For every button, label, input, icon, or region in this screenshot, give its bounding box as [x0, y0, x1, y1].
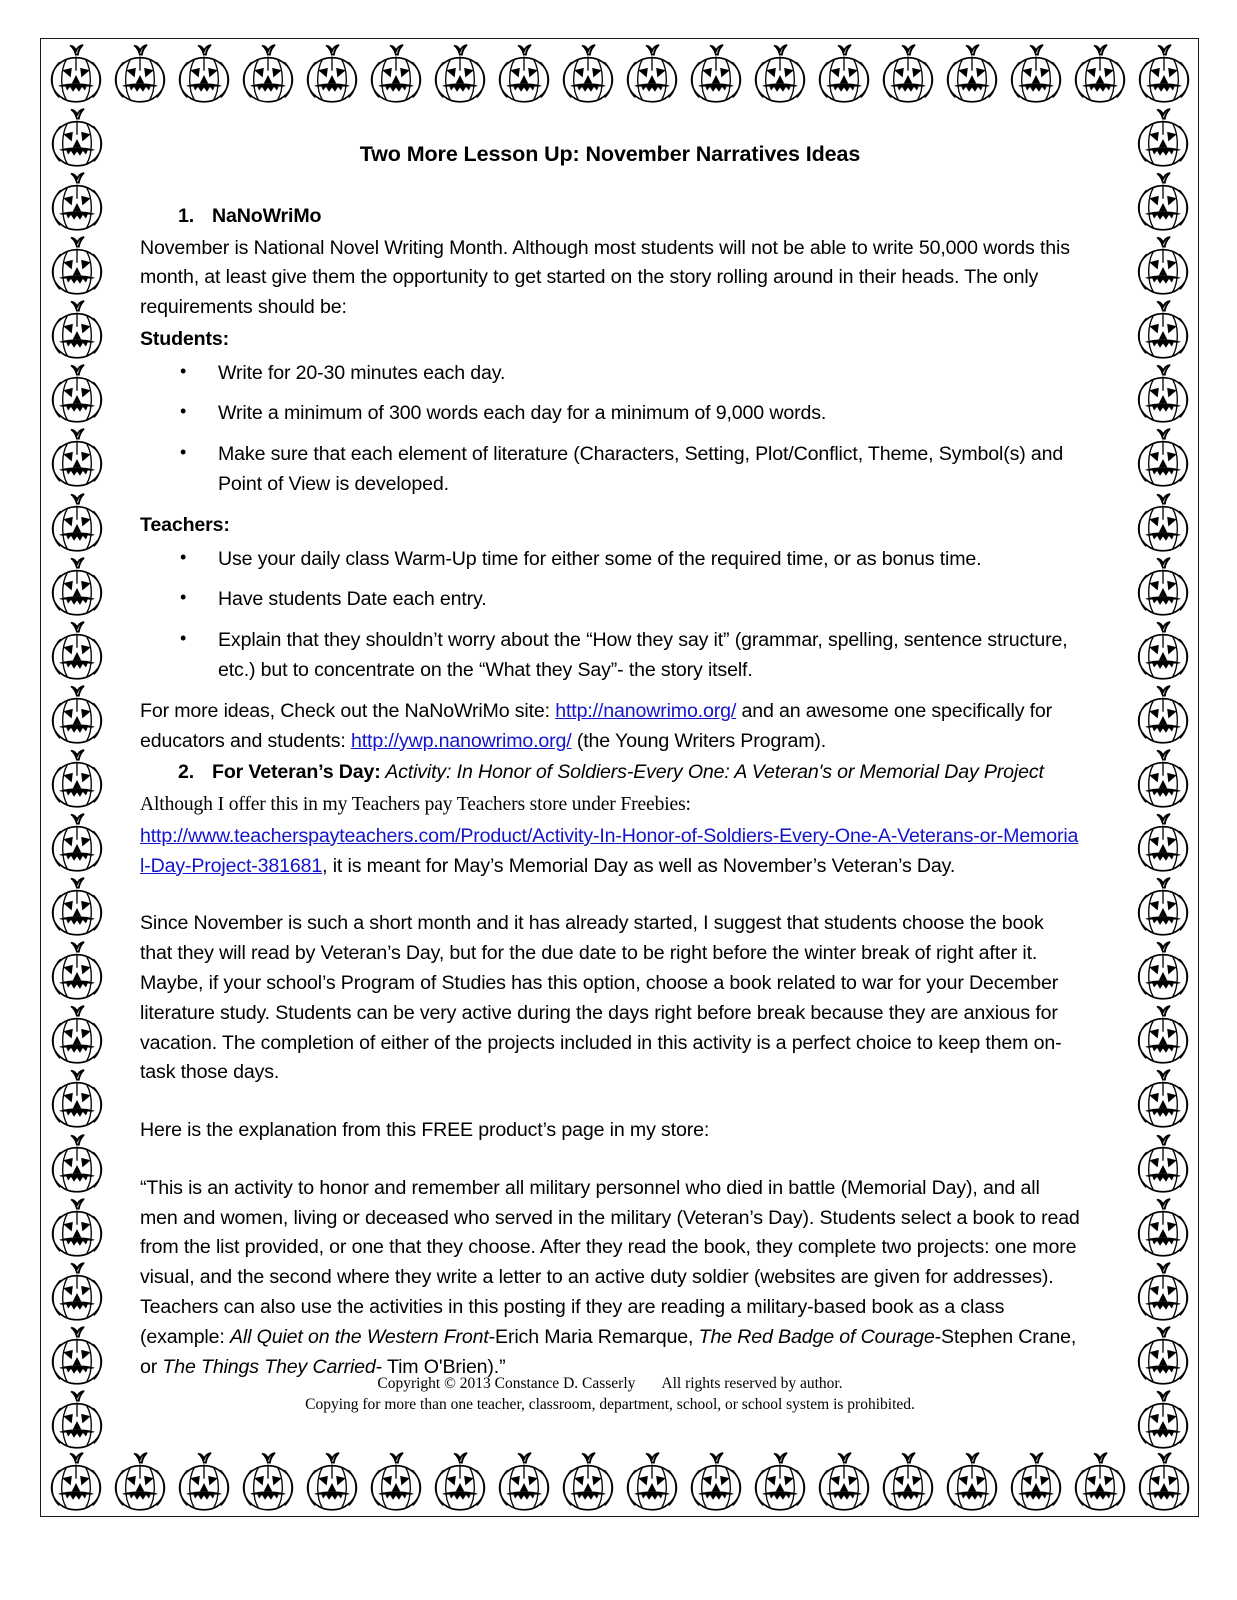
store-link-paragraph: [140, 822, 1080, 882]
list-item-label: Explain that they shouldn’t worry about the “How they say it” (grammar, spelling, sentence structure, etc.) but to concentrate on the “What they Say”- the story itself.: [218, 629, 1068, 681]
jack-o-lantern-icon: [302, 1452, 362, 1514]
pumpkin-border-right: [1132, 108, 1194, 1452]
jack-o-lantern-icon: [494, 44, 554, 106]
jack-o-lantern-icon: [1133, 685, 1193, 747]
jack-o-lantern-icon: [110, 44, 170, 106]
copyright-notice: Copyright © 2013 Constance D. Casserly: [377, 1375, 636, 1392]
jack-o-lantern-icon: [814, 44, 874, 106]
jack-o-lantern-icon: [750, 1452, 810, 1514]
jack-o-lantern-icon: [622, 1452, 682, 1514]
jack-o-lantern-icon: [1133, 493, 1193, 555]
jack-o-lantern-icon: [366, 1452, 426, 1514]
list-item: [140, 585, 1080, 615]
bullet-dot-icon: •: [180, 587, 187, 608]
jack-o-lantern-icon: [558, 1452, 618, 1514]
jack-o-lantern-icon: [46, 44, 106, 106]
book-title-things-they-carried: The Things They Carried: [162, 1355, 376, 1378]
jack-o-lantern-icon: [1134, 1452, 1194, 1514]
lesson-item-2: [140, 758, 1080, 788]
jack-o-lantern-icon: [1133, 1198, 1193, 1260]
jack-o-lantern-icon: [302, 44, 362, 106]
list-number-1: 1.: [178, 204, 195, 227]
nanowrimo-intro-paragraph: November is National Novel Writing Month. Although most students will not be able to write 50,000 words this month, at least give them the opportunity to get started on the story rolling around in their heads. The only requirements should be:: [140, 236, 1070, 319]
product-description-quote: [140, 1174, 1080, 1382]
lesson-item-1: [140, 202, 1080, 232]
jack-o-lantern-icon: [1133, 621, 1193, 683]
jack-o-lantern-icon: [47, 172, 107, 234]
page-frame-left-rule: [40, 38, 41, 1517]
jack-o-lantern-icon: [1006, 1452, 1066, 1514]
store-intro-line: Although I offer this in my Teachers pay Teachers store under Freebies:: [140, 794, 691, 816]
jack-o-lantern-icon: [1133, 1069, 1193, 1131]
jack-o-lantern-icon: [174, 44, 234, 106]
jack-o-lantern-icon: [47, 621, 107, 683]
jack-o-lantern-icon: [686, 1452, 746, 1514]
bullet-dot-icon: •: [180, 442, 187, 463]
bullet-dot-icon: •: [180, 360, 187, 381]
jack-o-lantern-icon: [47, 557, 107, 619]
list-item-label: Write for 20-30 minutes each day.: [218, 361, 506, 384]
jack-o-lantern-icon: [47, 1326, 107, 1388]
jack-o-lantern-icon: [47, 685, 107, 747]
jack-o-lantern-icon: [1133, 364, 1193, 426]
jack-o-lantern-icon: [942, 44, 1002, 106]
spacer: [140, 883, 1080, 909]
jack-o-lantern-icon: [1133, 1262, 1193, 1324]
jack-o-lantern-icon: [622, 44, 682, 106]
jack-o-lantern-icon: [238, 44, 298, 106]
copyright-line: [140, 1373, 1080, 1394]
pumpkin-border-bottom: [46, 1452, 1194, 1514]
jack-o-lantern-icon: [1133, 300, 1193, 362]
teachers-bullet-list: [140, 545, 1080, 686]
lesson-list: [140, 202, 1080, 232]
jack-o-lantern-icon: [1133, 428, 1193, 490]
jack-o-lantern-icon: [47, 749, 107, 811]
jack-o-lantern-icon: [47, 941, 107, 1003]
page-frame-bottom-rule: [40, 1516, 1199, 1517]
lesson-1-heading: NaNoWriMo: [212, 204, 322, 227]
spacer: [140, 1148, 1080, 1174]
since-november-paragraph: Since November is such a short month and it has already started, I suggest that students choose the book that they will read by Veteran’s Day, but for the due date to be right before the winter break of right after it. Maybe, if your school’s Program of Studies has this option, choose a book related to war for your December literature study. Students can be very active during the days right before break because they are anxious for vacation. The completion of either of the projects included in this activity is a perfect choice to keep them on-task those days.: [140, 912, 1062, 1084]
jack-o-lantern-icon: [1133, 1134, 1193, 1196]
more-ideas-middle: and an awesome one specifically for educators and students:: [140, 699, 1053, 752]
pumpkin-border-left: [46, 108, 108, 1452]
book-title-red-badge: The Red Badge of Courage: [698, 1325, 935, 1348]
jack-o-lantern-icon: [1133, 236, 1193, 298]
bullet-dot-icon: •: [180, 401, 187, 422]
page-frame-top-rule: [40, 38, 1199, 39]
list-item: [140, 626, 1080, 686]
list-item-label: Write a minimum of 300 words each day for a minimum of 9,000 words.: [218, 402, 827, 425]
quote-text-part-1: “This is an activity to honor and remember all military personnel who died in battle (Memorial Day), and all men and women, living or deceased who served in the military (Veteran’s Day). Students select a book to read from the list provided, or one that they choose. After they read the book, they complete two projects: one more visual, and the second where they write a letter to an active duty soldier (websites are given for addresses). Teachers can also use the activities in this posting if they are reading a military-based book as a class (example:: [140, 1176, 1080, 1348]
copyright-footer: [140, 1373, 1080, 1415]
jack-o-lantern-icon: [1070, 1452, 1130, 1514]
quote-text-end: - Tim O'Brien).”: [375, 1355, 506, 1378]
list-number-2: 2.: [178, 761, 195, 784]
jack-o-lantern-icon: [47, 364, 107, 426]
jack-o-lantern-icon: [366, 44, 426, 106]
page-frame-right-rule: [1198, 38, 1199, 1517]
page-title: Two More Lesson Up: November Narratives Ideas: [359, 142, 861, 166]
jack-o-lantern-icon: [1133, 172, 1193, 234]
jack-o-lantern-icon: [430, 44, 490, 106]
jack-o-lantern-icon: [814, 1452, 874, 1514]
jack-o-lantern-icon: [174, 1452, 234, 1514]
jack-o-lantern-icon: [1133, 108, 1193, 170]
jack-o-lantern-icon: [47, 236, 107, 298]
quote-text-part-3: -Stephen Crane, or: [140, 1325, 1077, 1378]
jack-o-lantern-icon: [1133, 1390, 1193, 1452]
students-bullet-list: [140, 359, 1080, 500]
more-ideas-paragraph: [140, 697, 1080, 757]
jack-o-lantern-icon: [878, 44, 938, 106]
more-ideas-prefix: For more ideas, Check out the NaNoWriMo site:: [140, 699, 556, 722]
jack-o-lantern-icon: [47, 428, 107, 490]
jack-o-lantern-icon: [110, 1452, 170, 1514]
quote-text-part-2: -Erich Maria Remarque,: [488, 1325, 699, 1348]
lesson-list-2: [140, 758, 1080, 788]
jack-o-lantern-icon: [1133, 877, 1193, 939]
jack-o-lantern-icon: [238, 1452, 298, 1514]
jack-o-lantern-icon: [942, 1452, 1002, 1514]
jack-o-lantern-icon: [47, 108, 107, 170]
jack-o-lantern-icon: [878, 1452, 938, 1514]
more-ideas-suffix: (the Young Writers Program).: [571, 729, 827, 752]
jack-o-lantern-icon: [1133, 749, 1193, 811]
jack-o-lantern-icon: [47, 1198, 107, 1260]
jack-o-lantern-icon: [558, 44, 618, 106]
jack-o-lantern-icon: [47, 300, 107, 362]
bullet-dot-icon: •: [180, 628, 187, 649]
jack-o-lantern-icon: [1133, 557, 1193, 619]
list-item-label: Have students Date each entry.: [218, 588, 487, 611]
jack-o-lantern-icon: [1006, 44, 1066, 106]
teacherspayteachers-product-link[interactable]: http://www.teacherspayteachers.com/Product/Activity-In-Honor-of-Soldiers-Every-One-A-Veterans-or-Memorial-Day-Project-381681: [140, 824, 1079, 877]
list-item: [140, 545, 1080, 575]
store-link-tail: , it is meant for May’s Memorial Day as well as November’s Veteran’s Day.: [322, 854, 956, 877]
ywp-nanowrimo-link[interactable]: http://ywp.nanowrimo.org/: [350, 729, 572, 752]
jack-o-lantern-icon: [47, 1390, 107, 1452]
list-item-label: Make sure that each element of literature (Characters, Setting, Plot/Conflict, Theme, Symbol(s) and Point of View is developed.: [218, 443, 1064, 496]
list-item: [140, 399, 1080, 429]
jack-o-lantern-icon: [750, 44, 810, 106]
copy-restriction-line: Copying for more than one teacher, classroom, department, school, or school system is prohibited.: [305, 1396, 915, 1414]
jack-o-lantern-icon: [686, 44, 746, 106]
jack-o-lantern-icon: [1133, 941, 1193, 1003]
rights-reserved: All rights reserved by author.: [661, 1375, 843, 1392]
book-title-all-quiet: All Quiet on the Western Front: [229, 1325, 489, 1348]
jack-o-lantern-icon: [1133, 813, 1193, 875]
teachers-label: Teachers:: [140, 513, 230, 536]
jack-o-lantern-icon: [1134, 44, 1194, 106]
list-item-label: Use your daily class Warm-Up time for either some of the required time, or as bonus time.: [218, 547, 982, 570]
jack-o-lantern-icon: [1133, 1005, 1193, 1067]
jack-o-lantern-icon: [47, 1005, 107, 1067]
spacer: [140, 1090, 1080, 1116]
jack-o-lantern-icon: [47, 1069, 107, 1131]
jack-o-lantern-icon: [1133, 1326, 1193, 1388]
jack-o-lantern-icon: [47, 877, 107, 939]
lesson-2-heading: For Veteran’s Day:: [212, 761, 381, 784]
jack-o-lantern-icon: [430, 1452, 490, 1514]
pumpkin-border-top: [46, 44, 1194, 106]
document-body: [140, 130, 1080, 1384]
list-item: [140, 440, 1080, 500]
lesson-2-subtitle: Activity: In Honor of Soldiers-Every One: A Veteran's or Memorial Day Project: [380, 761, 1044, 784]
jack-o-lantern-icon: [47, 1134, 107, 1196]
bullet-dot-icon: •: [180, 546, 187, 567]
jack-o-lantern-icon: [1070, 44, 1130, 106]
jack-o-lantern-icon: [47, 1262, 107, 1324]
jack-o-lantern-icon: [47, 493, 107, 555]
jack-o-lantern-icon: [46, 1452, 106, 1514]
nanowrimo-link[interactable]: http://nanowrimo.org/: [555, 699, 737, 722]
students-label: Students:: [140, 327, 229, 350]
explanation-intro-paragraph: Here is the explanation from this FREE product’s page in my store:: [140, 1119, 710, 1142]
list-item: [140, 359, 1080, 389]
jack-o-lantern-icon: [494, 1452, 554, 1514]
jack-o-lantern-icon: [47, 813, 107, 875]
